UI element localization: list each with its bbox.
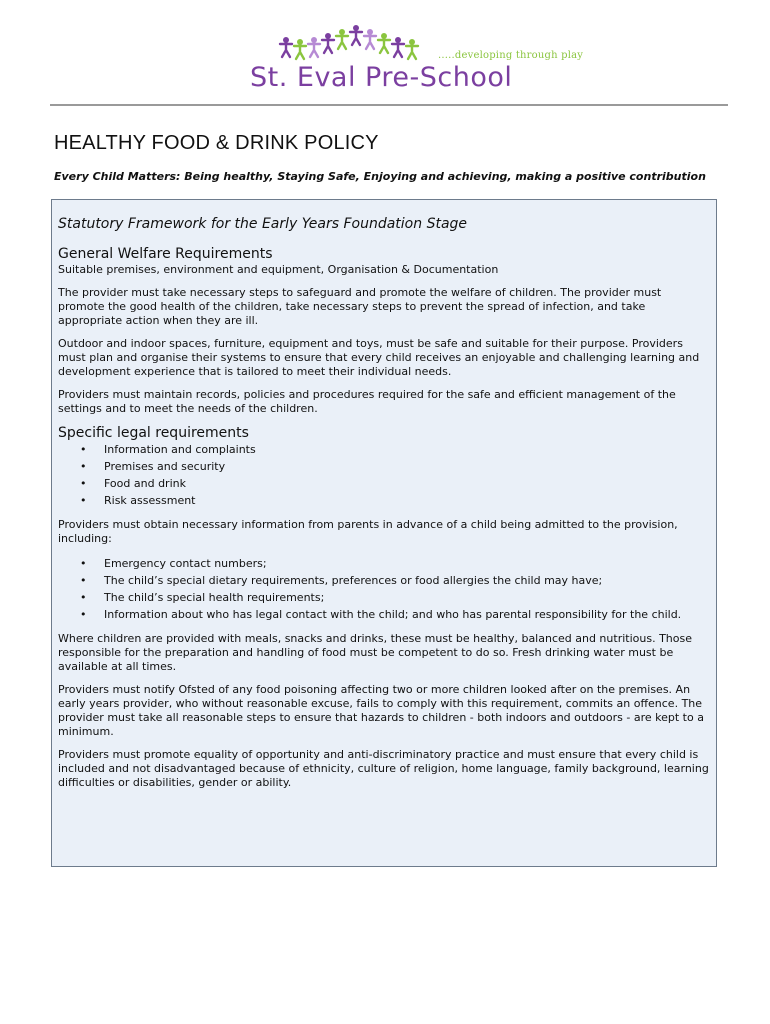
legal-paragraph: Providers must notify Ofsted of any food poisoning affecting two or more children looked after on the premises. An early years provider, who without reasonable excuse, fails to comply with this requirement, commits an offence. The provider must take all reasonable steps to ensure that hazards to children - both indoors and outdoors - are kept to a minimum. [58,683,704,738]
legal-heading: Specific legal requirements [58,425,249,441]
list-item: • Food and drink [58,475,710,492]
list-item: • The child’s special health requirements; [58,589,710,606]
header-divider [50,104,728,106]
child-figure-icon [280,37,292,57]
list-item: • Information and complaints [58,441,710,458]
list-item: • Emergency contact numbers; [58,555,710,572]
list-item: • Premises and security [58,458,710,475]
child-figure-icon [350,25,362,45]
child-figure-icon [378,33,390,53]
framework-heading: Statutory Framework for the Early Years Foundation Stage [58,216,468,232]
child-figure-icon [364,29,376,49]
school-name: St. Eval Pre-School [250,62,513,93]
page-header [0,0,770,108]
child-figure-icon [294,39,306,59]
information-list [58,555,710,623]
tagline: .....developing through play [438,50,584,61]
child-figure-icon [336,29,348,49]
page-subtitle: Every Child Matters: Being healthy, Staying Safe, Enjoying and achieving, making a positive contribution [54,170,706,183]
child-figure-icon [406,39,418,59]
legal-paragraph: Where children are provided with meals, snacks and drinks, these must be healthy, balanced and nutritious. Those responsible for the preparation and handling of food must be competent to do so. Fresh drinking water must be available at all times. [58,632,692,673]
child-figure-icon [308,37,320,57]
welfare-subheading: Suitable premises, environment and equipment, Organisation & Documentation [58,263,499,276]
child-figure-icon [322,33,334,53]
framework-box [51,199,717,867]
page-title: HEALTHY FOOD & DRINK POLICY [54,132,379,154]
child-figure-icon [392,37,404,57]
legal-requirements-list [58,441,710,509]
list-item: • Risk assessment [58,492,710,509]
legal-paragraph: Providers must promote equality of opportunity and anti-discriminatory practice and must ensure that every child is included and not disadvantaged because of ethnicity, culture of religion, home language, family background, learning difficulties or disabilities, gender or ability. [58,748,709,789]
list-item: • The child’s special dietary requirements, preferences or food allergies the child may have; [58,572,710,589]
list-item: • Information about who has legal contact with the child; and who has parental responsibility for the child. [58,606,710,623]
welfare-heading: General Welfare Requirements [58,246,273,262]
welfare-paragraph: The provider must take necessary steps to safeguard and promote the welfare of children. The provider must promote the good health of the children, take necessary steps to prevent the spread of infection, and take appropriate action when they are ill. [58,286,662,327]
welfare-paragraph: Outdoor and indoor spaces, furniture, equipment and toys, must be safe and suitable for their purpose. Providers must plan and organise their systems to ensure that every child receives an enjoyable and challenging learning and development experience that is tailored to meet their individual needs. [58,337,700,378]
welfare-paragraph: Providers must maintain records, policies and procedures required for the safe and efficient management of the settings and to meet the needs of the children. [58,388,676,415]
information-intro: Providers must obtain necessary information from parents in advance of a child being admitted to the provision, including: [58,518,678,545]
children-figures-logo [278,24,428,64]
